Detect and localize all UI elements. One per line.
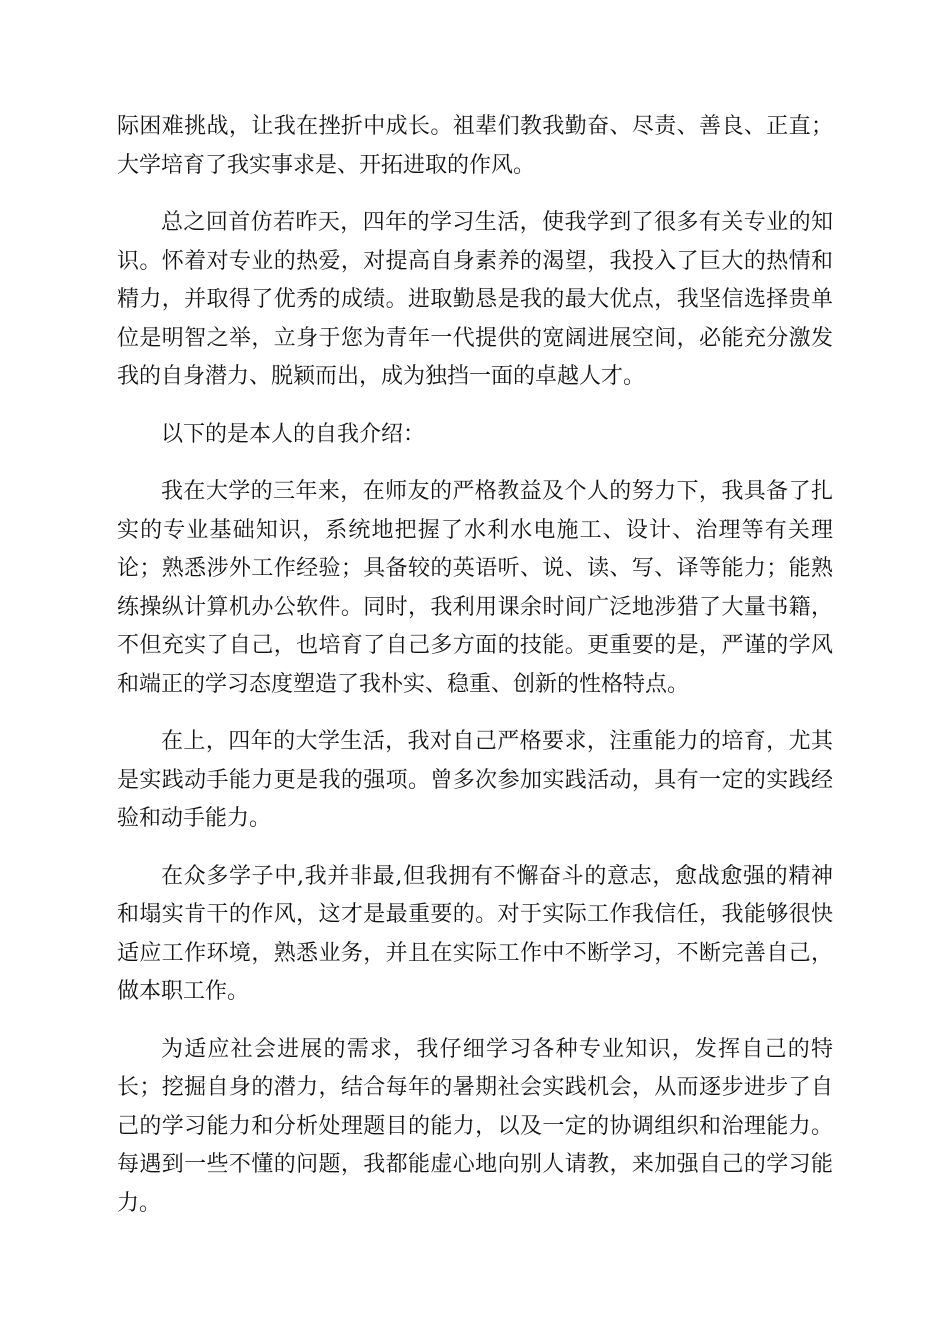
paragraph-practice: 在上，四年的大学生活，我对自己严格要求，注重能力的培育，尤其是实践动手能力更是我的强项。曾多次参加实践活动，具有一定的实践经验和动手能力。 <box>117 729 833 831</box>
paragraph-continuation: 际困难挑战，让我在挫折中成长。祖辈们教我勤奋、尽责、善良、正直；大学培育了我实事求是、开拓进取的作风。 <box>117 114 833 178</box>
paragraph-intro-heading: 以下的是本人的自我介绍： <box>161 421 426 447</box>
document-body <box>117 108 833 1242</box>
paragraph-growth: 为适应社会进展的需求，我仔细学习各种专业知识，发挥自己的特长；挖掘自身的潜力，结合每年的暑期社会实践机会，从而逐步进步了自己的学习能力和分析处理题目的能力，以及一定的协调组织和治理能力。每遇到一些不懂的问题，我都能虚心地向别人请教，来加强自己的学习能力。 <box>117 1036 833 1216</box>
paragraph-education: 我在大学的三年来，在师友的严格教益及个人的努力下，我具备了扎实的专业基础知识，系统地把握了水利水电施工、设计、治理等有关理论；熟悉涉外工作经验；具备较的英语听、说、读、写、译等能力；能熟练操纵计算机办公软件。同时，我利用课余时间广泛地涉猎了大量书籍，不但充实了自己，也培育了自己多方面的技能。更重要的是，严谨的学风和端正的学习态度塑造了我朴实、稳重、创新的性格特点。 <box>117 479 833 697</box>
paragraph-summary: 总之回首仿若昨天，四年的学习生活，使我学到了很多有关专业的知识。怀着对专业的热爱，对提高自身素养的渴望，我投入了巨大的热情和精力，并取得了优秀的成绩。进取勤恳是我的最大优点，我坚信选择贵单位是明智之举，立身于您为青年一代提供的宽阔进展空间，必能充分激发我的自身潜力、脱颖而出，成为独挡一面的卓越人才。 <box>117 210 833 389</box>
paragraph-attitude: 在众多学子中,我并非最,但我拥有不懈奋斗的意志，愈战愈强的精神和塌实肯干的作风，这才是最重要的。对于实际工作我信任，我能够很快适应工作环境，熟悉业务，并且在实际工作中不断学习，不断完善自己，做本职工作。 <box>117 863 833 1004</box>
